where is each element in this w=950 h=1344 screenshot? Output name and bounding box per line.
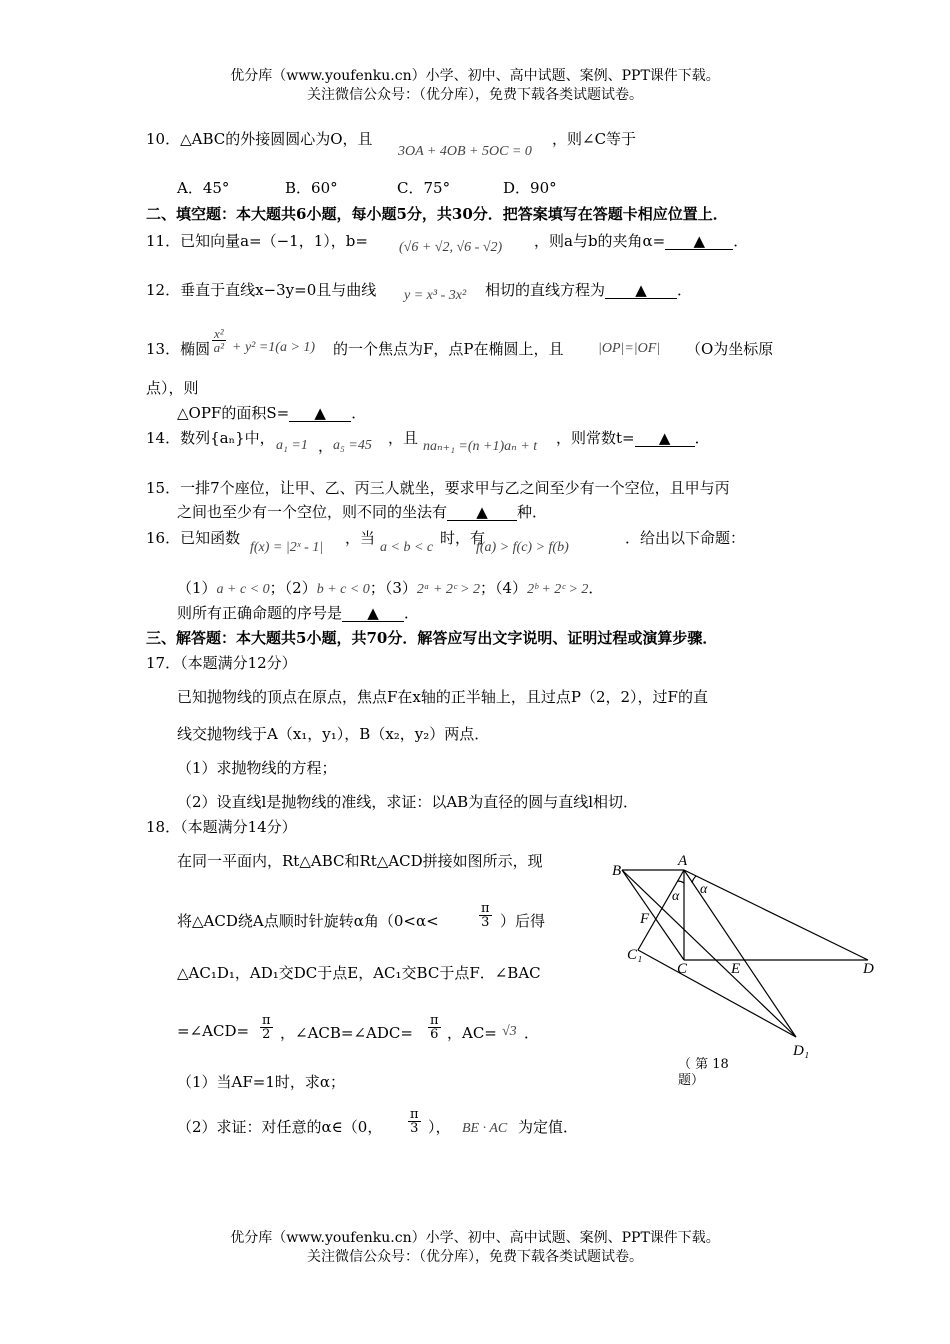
- q14-text-b: ，且: [388, 429, 419, 447]
- label-E: E: [731, 961, 741, 977]
- segment-AD: [684, 870, 868, 960]
- answer-blank[interactable]: ▲: [289, 405, 351, 422]
- question-number: 18．: [146, 818, 181, 836]
- q13-formula-2: |OP|=|OF|: [598, 341, 661, 356]
- punctuation: ．: [404, 604, 420, 622]
- punctuation: ．: [733, 232, 749, 250]
- angle-arc-2: [692, 876, 696, 883]
- q14-comma: ，: [318, 437, 334, 455]
- q17-line-1: 已知抛物线的顶点在原点，焦点F在x轴的正半轴上，且过点P（2，2），过F的直: [177, 688, 708, 706]
- question-text: 相切的直线方程为: [485, 281, 606, 299]
- question-number: 14．: [146, 429, 181, 447]
- question-13: [146, 338, 210, 359]
- angle-arc-1: [678, 881, 684, 883]
- q18-part-2-b: ），: [428, 1118, 451, 1136]
- question-text: △ABC的外接圆圆心为O，且: [180, 130, 373, 148]
- question-number: 17．: [146, 654, 181, 672]
- punctuation: ．: [677, 281, 693, 299]
- question-10: [146, 128, 373, 149]
- denominator: 3: [481, 915, 490, 930]
- q13-line-3: [177, 402, 366, 423]
- question-16: [146, 527, 240, 548]
- prop-label: ；（2）: [269, 579, 317, 597]
- q18-line-4-a: =∠ACD=: [177, 1022, 250, 1040]
- question-text: 已知向量a=（−1，1），b=: [180, 232, 368, 250]
- score: （本题满分12分）: [180, 654, 297, 672]
- q13-text-b: 的一个焦点为F，点P在椭圆上，且: [333, 340, 564, 358]
- q18-fraction-pi-3: [479, 902, 492, 929]
- q12-formula: y = x³ - 3x²: [404, 288, 467, 303]
- q16-formula-1: f(x) = |2ˣ - 1|: [250, 540, 324, 555]
- question-number: 13．: [146, 340, 181, 358]
- q10-option-b: B．60°: [285, 179, 338, 197]
- q17-line-2: 线交抛物线于A（x₁，y₁），B（x₂，y₂）两点．: [177, 725, 490, 743]
- q16-text-c: 时，有: [440, 529, 486, 547]
- question-11: [146, 230, 368, 251]
- question-text: 种．: [517, 503, 548, 521]
- q10-option-a: A．45°: [177, 179, 230, 197]
- segment-C1D1: [638, 950, 796, 1037]
- punctuation: ．: [588, 579, 604, 597]
- question-text: 数列{aₙ}中，: [180, 429, 275, 447]
- label-alpha-2: α: [700, 882, 708, 897]
- q13-text-c: （O为坐标原: [686, 340, 774, 358]
- q18-line-2-a: 将△ACD绕A点顺时针旋转α角（0<α<: [177, 912, 439, 930]
- denominator: 2: [262, 1027, 271, 1042]
- q13-formula: + y² =1(a > 1): [232, 340, 316, 355]
- question-text: 一排7个座位，让甲、乙、丙三人就坐，要求甲与乙之间至少有一个空位，且甲与丙: [180, 479, 730, 497]
- q15-line-2: [177, 501, 547, 522]
- q14-formula-1: a₁ =1: [276, 438, 308, 453]
- label-B: B: [612, 863, 622, 879]
- q18-line-1: 在同一平面内，Rt△ABC和Rt△ACD拼接如图所示，现: [177, 852, 543, 870]
- q12-text-b: [485, 279, 692, 300]
- prop-formula: 2ᵃ + 2ᶜ > 2: [416, 582, 481, 597]
- header-line-1: 优分库（www.youfenku.cn）小学、初中、高中试题、案例、PPT课件下载。: [230, 68, 720, 84]
- question-text: ，则a与b的夹角α=: [534, 232, 666, 250]
- label-D: D: [863, 961, 874, 977]
- question-12: [146, 279, 376, 300]
- question-number: 16．: [146, 529, 181, 547]
- punctuation: ．: [351, 404, 367, 422]
- denominator: 3: [410, 1121, 419, 1136]
- question-text: 已知函数: [180, 529, 241, 547]
- question-15: [146, 477, 730, 498]
- q18-line-2-b: ）后得: [500, 912, 546, 930]
- question-14: [146, 427, 275, 448]
- q18-fraction-pi-2: [260, 1014, 273, 1041]
- answer-blank[interactable]: ▲: [665, 233, 733, 250]
- numerator: π: [430, 1013, 439, 1028]
- q18-part-2-a: （2）求证：对任意的α∈（0，: [177, 1118, 383, 1136]
- punctuation: ．: [694, 429, 710, 447]
- label-D1: D₁: [793, 1043, 810, 1059]
- question-number: 11．: [146, 232, 181, 250]
- q18-dot: ．: [524, 1024, 540, 1042]
- score: （本题满分14分）: [180, 818, 297, 836]
- q16-formula-3: f(a) > f(c) > f(b): [476, 540, 569, 555]
- prop-formula: 2ᵇ + 2ᶜ > 2: [527, 582, 589, 597]
- question-number: 12．: [146, 281, 181, 299]
- q16-formula-2: a < b < c: [380, 540, 434, 555]
- answer-blank[interactable]: ▲: [635, 430, 695, 447]
- question-text: ，则常数t=: [556, 429, 635, 447]
- q10-text-b: ，则∠C等于: [552, 130, 637, 148]
- numerator: π: [262, 1013, 271, 1028]
- q18-fraction-pi-3b: [408, 1108, 421, 1135]
- q18-fraction-pi-6: [428, 1014, 441, 1041]
- question-18: [146, 816, 297, 837]
- figure-caption-1: （ 第 18: [678, 1057, 729, 1072]
- q18-part-2-c: 为定值．: [518, 1118, 579, 1136]
- q18-vector-expr: BE · AC: [462, 1121, 508, 1136]
- label-C1: C₁: [627, 947, 643, 963]
- q16-text-d: ．给出以下命题：: [625, 529, 746, 547]
- q10-formula: 3OA + 4OB + 5OC = 0: [398, 144, 532, 159]
- q18-line-4-b: ，∠ACB=∠ADC=: [280, 1024, 413, 1042]
- q10-option-d: D．90°: [503, 179, 557, 197]
- section-2-heading: 二、填空题：本大题共6小题，每小题5分，共30分．把答案填写在答题卡相应位置上．: [146, 205, 728, 223]
- prop-formula: b + c < 0: [316, 582, 370, 597]
- prop-label: ；（3）: [369, 579, 417, 597]
- prop-label: ；（4）: [480, 579, 528, 597]
- q16-propositions: [177, 577, 603, 598]
- prop-formula: a + c < 0: [216, 582, 270, 597]
- q13-fraction: $\frac{\text{x²}}{\text{a²}}$: [213, 326, 225, 355]
- q18-part-1: （1）当AF=1时，求α；: [177, 1073, 346, 1091]
- header-line-2: 关注微信公众号：（优分库），免费下载各类试题试卷。: [307, 87, 643, 103]
- q18-line-3: △AC₁D₁，AD₁交DC于点E，AC₁交BC于点F．∠BAC: [177, 964, 541, 982]
- question-text: 之间也至少有一个空位，则不同的坐法有: [177, 503, 448, 521]
- q11-text-b: [534, 230, 748, 251]
- question-text: 椭圆: [180, 340, 211, 358]
- segment-AC1: [638, 870, 684, 950]
- q14-formula-3: naₙ₊₁ =(n +1)aₙ + t: [423, 439, 538, 454]
- q16-text-b: ，当: [345, 529, 376, 547]
- question-text: 垂直于直线x−3y=0且与曲线: [180, 281, 377, 299]
- figure-caption-2: 题）: [678, 1073, 705, 1088]
- question-17: [146, 652, 297, 673]
- q14-formula-2: a₅ =45: [333, 438, 372, 453]
- label-C: C: [677, 961, 688, 977]
- q11-formula: (√6 + √2, √6 - √2): [399, 240, 503, 255]
- question-text: △OPF的面积S=: [177, 404, 290, 422]
- label-alpha-1: α: [672, 889, 680, 904]
- q10-option-c: C．75°: [397, 179, 451, 197]
- denominator: 6: [430, 1027, 439, 1042]
- q16-line-3: [177, 602, 419, 623]
- segment-BD1: [622, 870, 796, 1037]
- question-text: 则所有正确命题的序号是: [177, 604, 343, 622]
- q17-part-2: （2）设直线l是抛物线的准线，求证：以AB为直径的圆与直线l相切．: [177, 793, 638, 811]
- numerator: π: [410, 1107, 419, 1122]
- numerator: π: [481, 901, 490, 916]
- label-F: F: [640, 911, 650, 927]
- q14-text-c: [556, 427, 710, 448]
- q18-geometry-figure: [600, 845, 900, 1065]
- footer-line-2: 关注微信公众号：（优分库），免费下载各类试题试卷。: [307, 1249, 643, 1265]
- answer-blank[interactable]: ▲: [342, 605, 404, 622]
- footer-line-1: 优分库（www.youfenku.cn）小学、初中、高中试题、案例、PPT课件下载。: [230, 1230, 720, 1246]
- q18-line-4-c: ，AC=: [447, 1024, 497, 1042]
- question-number: 10．: [146, 130, 181, 148]
- label-A: A: [678, 853, 688, 869]
- q13-line-2: 点），则: [146, 379, 199, 397]
- question-number: 15．: [146, 479, 181, 497]
- q17-part-1: （1）求抛物线的方程；: [177, 759, 337, 777]
- section-3-heading: 三、解答题：本大题共5小题，共70分．解答应写出文字说明、证明过程或演算步骤．: [146, 629, 718, 647]
- answer-blank[interactable]: ▲: [447, 504, 517, 521]
- answer-blank[interactable]: ▲: [605, 282, 677, 299]
- prop-label: （1）: [177, 579, 217, 597]
- q18-sqrt3: √3: [502, 1024, 517, 1039]
